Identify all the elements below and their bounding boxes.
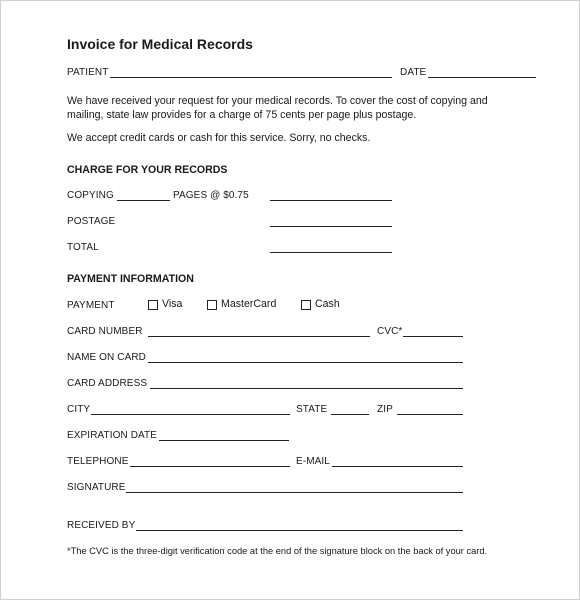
card-number-label: CARD NUMBER [67, 326, 143, 337]
card-address-field[interactable] [150, 388, 463, 389]
cash-option-label: Cash [315, 298, 340, 310]
name-on-card-field[interactable] [148, 362, 463, 363]
postage-label: POSTAGE [67, 216, 116, 227]
telephone-label: TELEPHONE [67, 456, 129, 467]
city-label: CITY [67, 404, 91, 415]
mastercard-checkbox[interactable] [207, 300, 217, 310]
email-field[interactable] [332, 466, 463, 467]
date-field[interactable] [428, 77, 536, 78]
visa-option-label: Visa [162, 298, 183, 310]
payment-section-heading: PAYMENT INFORMATION [67, 273, 194, 285]
state-field[interactable] [331, 414, 369, 415]
mastercard-option-label: MasterCard [221, 298, 277, 310]
card-address-label: CARD ADDRESS [67, 378, 148, 389]
state-label: STATE [296, 404, 328, 415]
intro-line-2: mailing, state law provides for a charge of 75 cents per page plus postage. [67, 109, 417, 121]
pages-rate-label: PAGES @ $0.75 [173, 190, 249, 201]
copying-label: COPYING [67, 190, 114, 201]
expiration-date-label: EXPIRATION DATE [67, 430, 158, 441]
page-title: Invoice for Medical Records [67, 36, 253, 52]
total-label: TOTAL [67, 242, 99, 253]
visa-checkbox[interactable] [148, 300, 158, 310]
cvc-footnote: *The CVC is the three-digit verification code at the end of the signature block on the back of your card. [67, 546, 488, 556]
city-field[interactable] [91, 414, 290, 415]
cash-checkbox[interactable] [301, 300, 311, 310]
telephone-field[interactable] [130, 466, 290, 467]
cvc-label: CVC* [377, 326, 403, 337]
postage-amount-field[interactable] [270, 226, 392, 227]
copying-amount-field[interactable] [270, 200, 392, 201]
email-label: E-MAIL [296, 456, 330, 467]
patient-field[interactable] [110, 77, 392, 78]
intro-line-1: We have received your request for your medical records. To cover the cost of copying and [67, 95, 488, 107]
date-label: DATE [400, 67, 427, 78]
zip-field[interactable] [397, 414, 463, 415]
patient-label: PATIENT [67, 67, 109, 78]
cvc-field[interactable] [403, 336, 463, 337]
payment-label: PAYMENT [67, 300, 115, 311]
copying-pages-field[interactable] [117, 200, 170, 201]
received-by-label: RECEIVED BY [67, 520, 136, 531]
zip-label: ZIP [377, 404, 393, 415]
total-amount-field[interactable] [270, 252, 392, 253]
received-by-field[interactable] [136, 530, 463, 531]
payment-note: We accept credit cards or cash for this service. Sorry, no checks. [67, 132, 371, 144]
name-on-card-label: NAME ON CARD [67, 352, 146, 363]
signature-field[interactable] [126, 492, 463, 493]
card-number-field[interactable] [148, 336, 370, 337]
signature-label: SIGNATURE [67, 482, 126, 493]
expiration-date-field[interactable] [159, 440, 289, 441]
charge-section-heading: CHARGE FOR YOUR RECORDS [67, 164, 228, 176]
